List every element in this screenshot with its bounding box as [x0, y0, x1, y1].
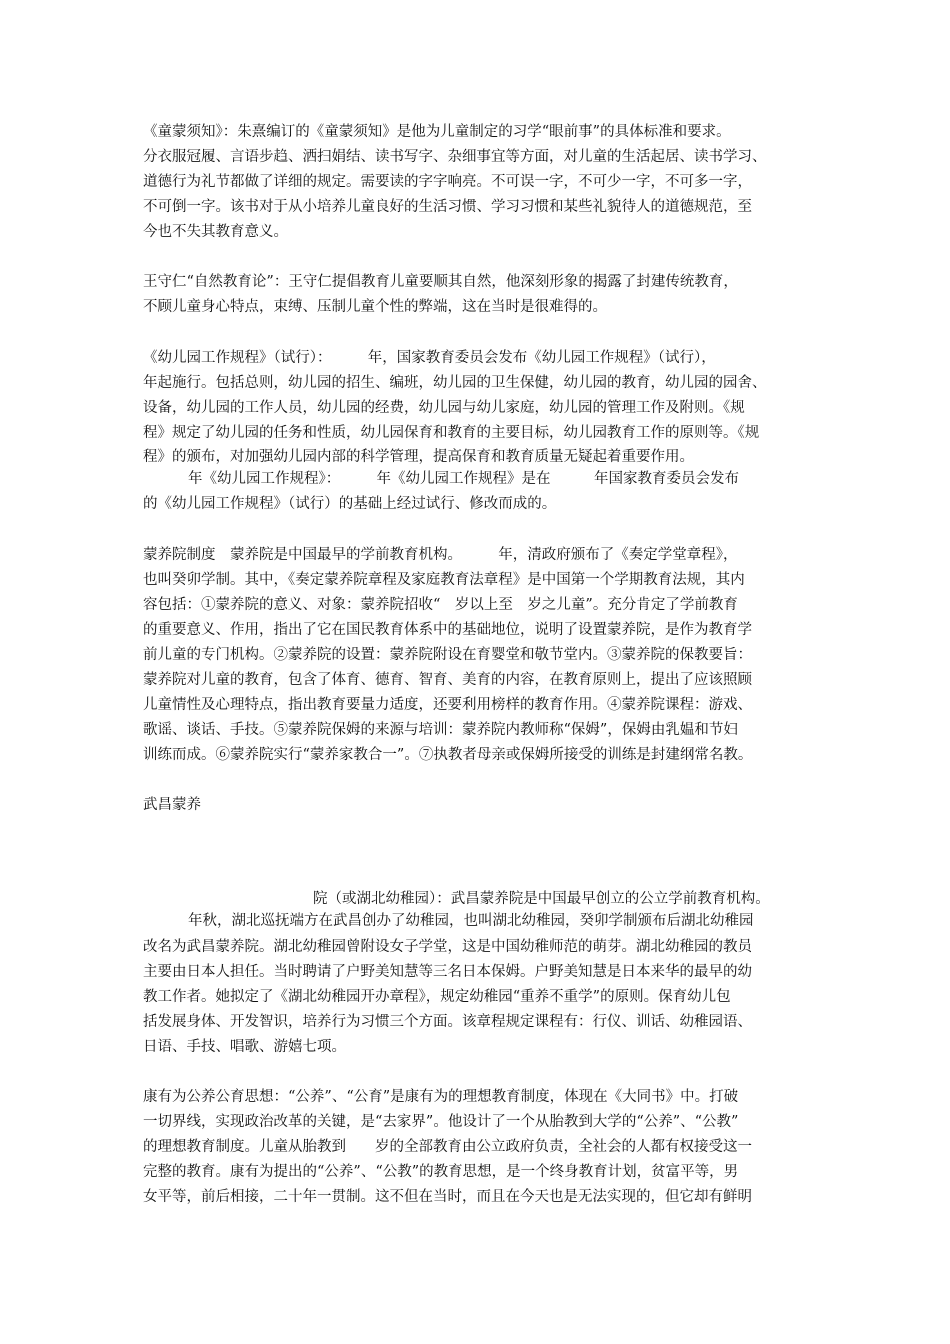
text-line: 道德行为礼节都做了详细的规定。需要读的字字响亮。不可误一字，不可少一字，不可多一字，	[143, 174, 752, 190]
text-line: 儿童情性及心理特点，指出教育要量力适度，还要利用榜样的教育作用。④蒙养院课程：游戏、	[143, 697, 752, 713]
text-line: 的《幼儿园工作规程》（试行）的基础上经过试行、修改而成的。	[143, 496, 557, 512]
text-line: 今也不失其教育意义。	[143, 224, 288, 240]
text-line: 康有为公养公育思想：“公养”、“公育”是康有为的理想教育制度，体现在《大同书》中。打破	[143, 1089, 739, 1105]
text-line: 括发展身体、开发智识，培养行为习惯三个方面。该章程规定课程有：行仪、训话、幼稚园语、	[143, 1014, 752, 1030]
text-line: 年《幼儿园工作规程》： 年《幼儿园工作规程》是在 年国家教育委员会发布	[188, 471, 739, 487]
text-line: 教工作者。她拟定了《湖北幼稚园开办章程》，规定幼稚园“重养不重学”的原则。保育幼儿包	[143, 989, 731, 1005]
text-line: 也叫癸卯学制。其中，《奏定蒙养院章程及家庭教育法章程》是中国第一个学期教育法规，其内	[143, 572, 745, 588]
text-line: 完整的教育。康有为提出的“公养”、“公教”的教育思想，是一个终身教育计划，贫富平等，男	[143, 1164, 739, 1180]
text-line: 《幼儿园工作规程》（试行）： 年，国家教育委员会发布《幼儿园工作规程》（试行），	[143, 350, 716, 366]
text-line: 日语、手技、唱歌、游嬉七项。	[143, 1039, 346, 1055]
text-line: 训练而成。⑥蒙养院实行“蒙养家教合一”。⑦执教者母亲或保姆所接受的训练是封建纲常名教。	[143, 747, 753, 763]
text-line: 蒙养院制度 蒙养院是中国最早的学前教育机构。 年，清政府颁布了《奏定学堂章程》，	[143, 547, 738, 563]
section-heading: 武昌蒙养	[143, 797, 201, 813]
text-line: 主要由日本人担任。当时聘请了户野美知慧等三名日本保姆。户野美知慧是日本来华的最早的幼	[143, 964, 752, 980]
text-line: 前儿童的专门机构。②蒙养院的设置：蒙养院附设在育婴堂和敬节堂内。③蒙养院的保教要旨：	[143, 647, 752, 663]
text-line: 年起施行。包括总则，幼儿园的招生、编班，幼儿园的卫生保健，幼儿园的教育，幼儿园的园舍、	[143, 375, 767, 391]
text-line: 的理想教育制度。儿童从胎教到 岁的全部教育由公立政府负责，全社会的人都有权接受这一	[143, 1139, 752, 1155]
text-line: 年秋，湖北巡抚端方在武昌创办了幼稚园，也叫湖北幼稚园，癸卯学制颁布后湖北幼稚园	[188, 913, 754, 929]
text-line: 《童蒙须知》：朱熹编订的《童蒙须知》是他为儿童制定的习学“眼前事”的具体标准和要求。	[143, 124, 731, 140]
text-line: 不可倒一字。该书对于从小培养儿童良好的生活习惯、学习习惯和某些礼貌待人的道德规范，至	[143, 199, 752, 215]
text-line: 不顾儿童身心特点，束缚、压制儿童个性的弊端，这在当时是很难得的。	[143, 299, 607, 315]
text-line: 程》的颁布，对加强幼儿园内部的科学管理，提高保育和教育质量无疑起着重要作用。	[143, 449, 694, 465]
text-line: 分衣服冠履、言语步趋、洒扫娟结、读书写字、杂细事宜等方面，对儿童的生活起居、读书学习、	[143, 149, 767, 165]
text-line: 设备，幼儿园的工作人员，幼儿园的经费，幼儿园与幼儿家庭，幼儿园的管理工作及附则。《规	[143, 400, 745, 416]
text-line: 女平等，前后相接，二十年一贯制。这不但在当时，而且在今天也是无法实现的，但它却有鲜明	[143, 1189, 752, 1205]
text-line: 程》规定了幼儿园的任务和性质，幼儿园保育和教育的主要目标，幼儿园教育工作的原则等。《规	[143, 425, 760, 441]
text-line: 歌谣、谈话、手技。⑤蒙养院保姆的来源与培训：蒙养院内教师称“保姆”，保姆由乳媪和节妇	[143, 722, 738, 738]
text-line: 容包括：①蒙养院的意义、对象：蒙养院招收“ 岁以上至 岁之儿童”。充分肯定了学前教育	[143, 597, 738, 613]
text-line: 蒙养院对儿童的教育，包含了体育、德育、智育、美育的内容，在教育原则上，提出了应该照顾	[143, 672, 752, 688]
text-line: 改名为武昌蒙养院。湖北幼稚园曾附设女子学堂，这是中国幼稚师范的萌芽。湖北幼稚园的教员	[143, 939, 752, 955]
text-line: 一切界线，实现政治改革的关键，是“去家界”。他设计了一个从胎教到大学的“公养”、“公教”	[143, 1114, 739, 1130]
text-line: 的重要意义、作用，指出了它在国民教育体系中的基础地位，说明了设置蒙养院，是作为教育学	[143, 622, 752, 638]
text-line: 王守仁“自然教育论”：王守仁提倡教育儿童要顺其自然，他深刻形象的揭露了封建传统教育，	[143, 274, 738, 290]
text-line: 院（或湖北幼稚园）：武昌蒙养院是中国最早创立的公立学前教育机构。	[313, 891, 770, 907]
